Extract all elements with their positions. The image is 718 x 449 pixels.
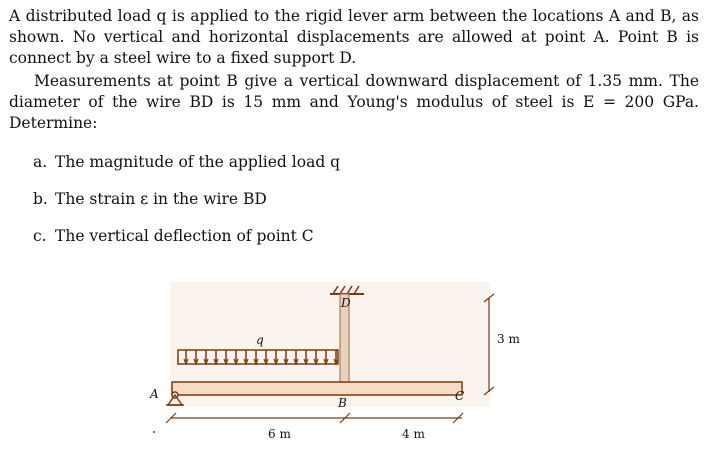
wire-length-label: 3 m <box>497 332 520 346</box>
item-label: b. <box>33 190 48 208</box>
lever-arm-figure <box>140 280 560 445</box>
item-text: The strain ε in the wire BD <box>55 190 267 208</box>
rigid-lever-arm <box>172 382 462 395</box>
problem-paragraph-2 <box>9 71 699 134</box>
item-label: c. <box>33 227 47 245</box>
span-ab-label: 6 m <box>268 427 291 441</box>
label-b: B <box>338 396 347 410</box>
label-d: D <box>341 296 351 310</box>
span-bc-label: 4 m <box>402 427 425 441</box>
label-a: A <box>150 387 159 401</box>
question-item-b <box>33 189 267 209</box>
question-item-c <box>33 226 314 246</box>
question-item-a <box>33 152 340 172</box>
label-q: q <box>256 333 264 347</box>
label-c: C <box>455 389 465 403</box>
lever-arm-diagram <box>140 280 560 445</box>
item-label: a. <box>33 153 48 171</box>
item-text: The vertical deflection of point C <box>55 227 314 245</box>
problem-paragraph-2-text: Measurements at point B give a vertical downward displacement of 1.35 mm. The diameter of the wire BD is 15 mm and Young's modulus of steel is E = 200 GPa. Determine: <box>9 72 699 132</box>
item-text: The magnitude of the applied load q <box>55 153 341 171</box>
problem-paragraph-1: A distributed load q is applied to the rigid lever arm between the locations A and B, as shown. No vertical and horizontal displacements are allowed at point A. Point B is connect by a steel wire to a fixed support D. <box>9 7 699 67</box>
